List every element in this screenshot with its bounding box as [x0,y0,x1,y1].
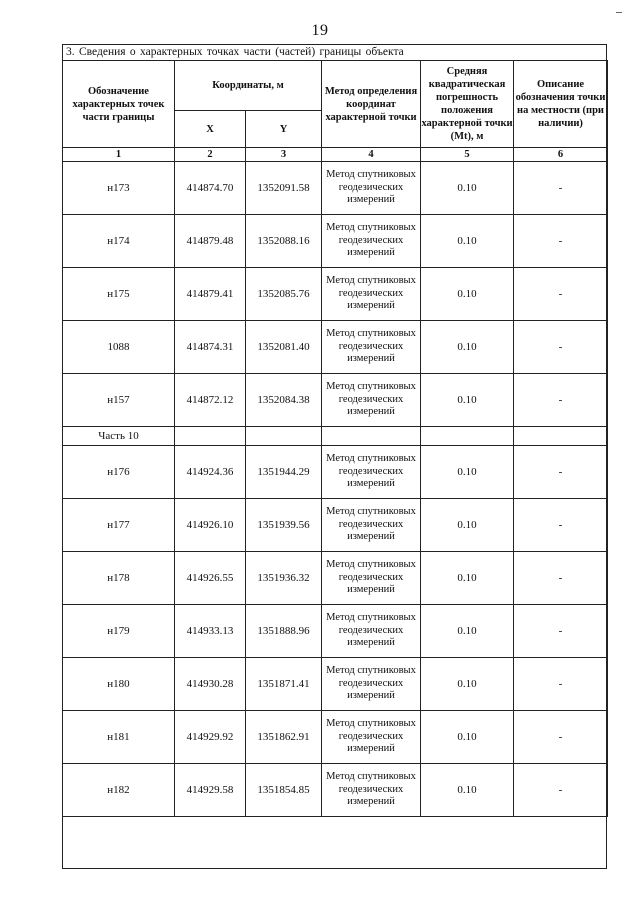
point-x: 414929.58 [175,764,246,817]
point-x: 414879.48 [175,215,246,268]
point-mt: 0.10 [421,446,514,499]
point-method: Метод спутниковых геодезических измерений [322,764,421,817]
point-mt: 0.10 [421,552,514,605]
point-mt: 0.10 [421,374,514,427]
point-mt: 0.10 [421,215,514,268]
point-description: - [514,499,608,552]
point-x: 414926.55 [175,552,246,605]
point-name: н174 [63,215,175,268]
point-x: 414874.31 [175,321,246,374]
column-number: 5 [421,148,514,162]
point-name: н176 [63,446,175,499]
header-y: Y [246,111,322,148]
page-number: 19 [311,22,329,39]
point-y: 1351871.41 [246,658,322,711]
header-coordinates: Координаты, м [175,61,322,111]
point-description: - [514,764,608,817]
table-row [63,552,608,605]
table-row [63,215,608,268]
point-mt: 0.10 [421,764,514,817]
table-row [63,321,608,374]
point-y: 1351939.56 [246,499,322,552]
empty-cell [514,427,608,446]
point-y: 1352084.38 [246,374,322,427]
point-method: Метод спутниковых геодезических измерений [322,321,421,374]
header-error: Средняя квадратическая погрешность положения характерной точки (Mt), м [421,61,514,148]
point-description: - [514,711,608,764]
point-method: Метод спутниковых геодезических измерений [322,215,421,268]
column-number: 3 [246,148,322,162]
point-x: 414933.13 [175,605,246,658]
point-name: н175 [63,268,175,321]
point-y: 1352081.40 [246,321,322,374]
point-description: - [514,321,608,374]
point-name: н177 [63,499,175,552]
point-method: Метод спутниковых геодезических измерений [322,162,421,215]
point-method: Метод спутниковых геодезических измерений [322,605,421,658]
table-row [63,764,608,817]
point-method: Метод спутниковых геодезических измерений [322,268,421,321]
point-description: - [514,162,608,215]
table-row [63,605,608,658]
empty-cell [246,427,322,446]
point-method: Метод спутниковых геодезических измерений [322,374,421,427]
point-y: 1351936.32 [246,552,322,605]
point-method: Метод спутниковых геодезических измерений [322,711,421,764]
column-number: 2 [175,148,246,162]
point-y: 1352088.16 [246,215,322,268]
point-description: - [514,268,608,321]
table-row [63,374,608,427]
table-row [63,499,608,552]
point-name: н181 [63,711,175,764]
point-name: 1088 [63,321,175,374]
header-description: Описание обозначения точки на местности (при наличии) [514,61,608,148]
table-row [63,446,608,499]
part-label: Часть 10 [63,427,175,446]
point-x: 414872.12 [175,374,246,427]
point-description: - [514,552,608,605]
table-row [63,268,608,321]
point-mt: 0.10 [421,605,514,658]
part-row [63,427,608,446]
empty-cell [421,427,514,446]
point-x: 414874.70 [175,162,246,215]
column-number: 4 [322,148,421,162]
table-row [63,711,608,764]
point-name: н157 [63,374,175,427]
point-y: 1351854.85 [246,764,322,817]
header-x: X [175,111,246,148]
section-title: 3. Сведения о характерных точках части (частей) границы объекта [62,44,607,61]
point-x: 414929.92 [175,711,246,764]
point-name: н173 [63,162,175,215]
point-description: - [514,605,608,658]
empty-cell [322,427,421,446]
corner-mark [616,12,622,13]
point-x: 414926.10 [175,499,246,552]
point-description: - [514,446,608,499]
column-number: 1 [63,148,175,162]
point-y: 1352091.58 [246,162,322,215]
point-mt: 0.10 [421,711,514,764]
point-description: - [514,658,608,711]
point-name: н180 [63,658,175,711]
points-table [62,60,608,817]
point-y: 1351888.96 [246,605,322,658]
point-method: Метод спутниковых геодезических измерений [322,446,421,499]
point-mt: 0.10 [421,658,514,711]
point-mt: 0.10 [421,268,514,321]
point-mt: 0.10 [421,321,514,374]
point-description: - [514,374,608,427]
column-number: 6 [514,148,608,162]
point-method: Метод спутниковых геодезических измерений [322,658,421,711]
table-row [63,658,608,711]
empty-cell [175,427,246,446]
point-y: 1352085.76 [246,268,322,321]
point-name: н179 [63,605,175,658]
table-row [63,162,608,215]
header-method: Метод определения координат характерной точки [322,61,421,148]
point-mt: 0.10 [421,162,514,215]
point-description: - [514,215,608,268]
point-x: 414879.41 [175,268,246,321]
point-name: н178 [63,552,175,605]
header-designation: Обозначение характерных точек части границы [63,61,175,148]
point-x: 414930.28 [175,658,246,711]
point-method: Метод спутниковых геодезических измерений [322,552,421,605]
point-y: 1351862.91 [246,711,322,764]
point-name: н182 [63,764,175,817]
point-x: 414924.36 [175,446,246,499]
point-y: 1351944.29 [246,446,322,499]
point-method: Метод спутниковых геодезических измерений [322,499,421,552]
point-mt: 0.10 [421,499,514,552]
